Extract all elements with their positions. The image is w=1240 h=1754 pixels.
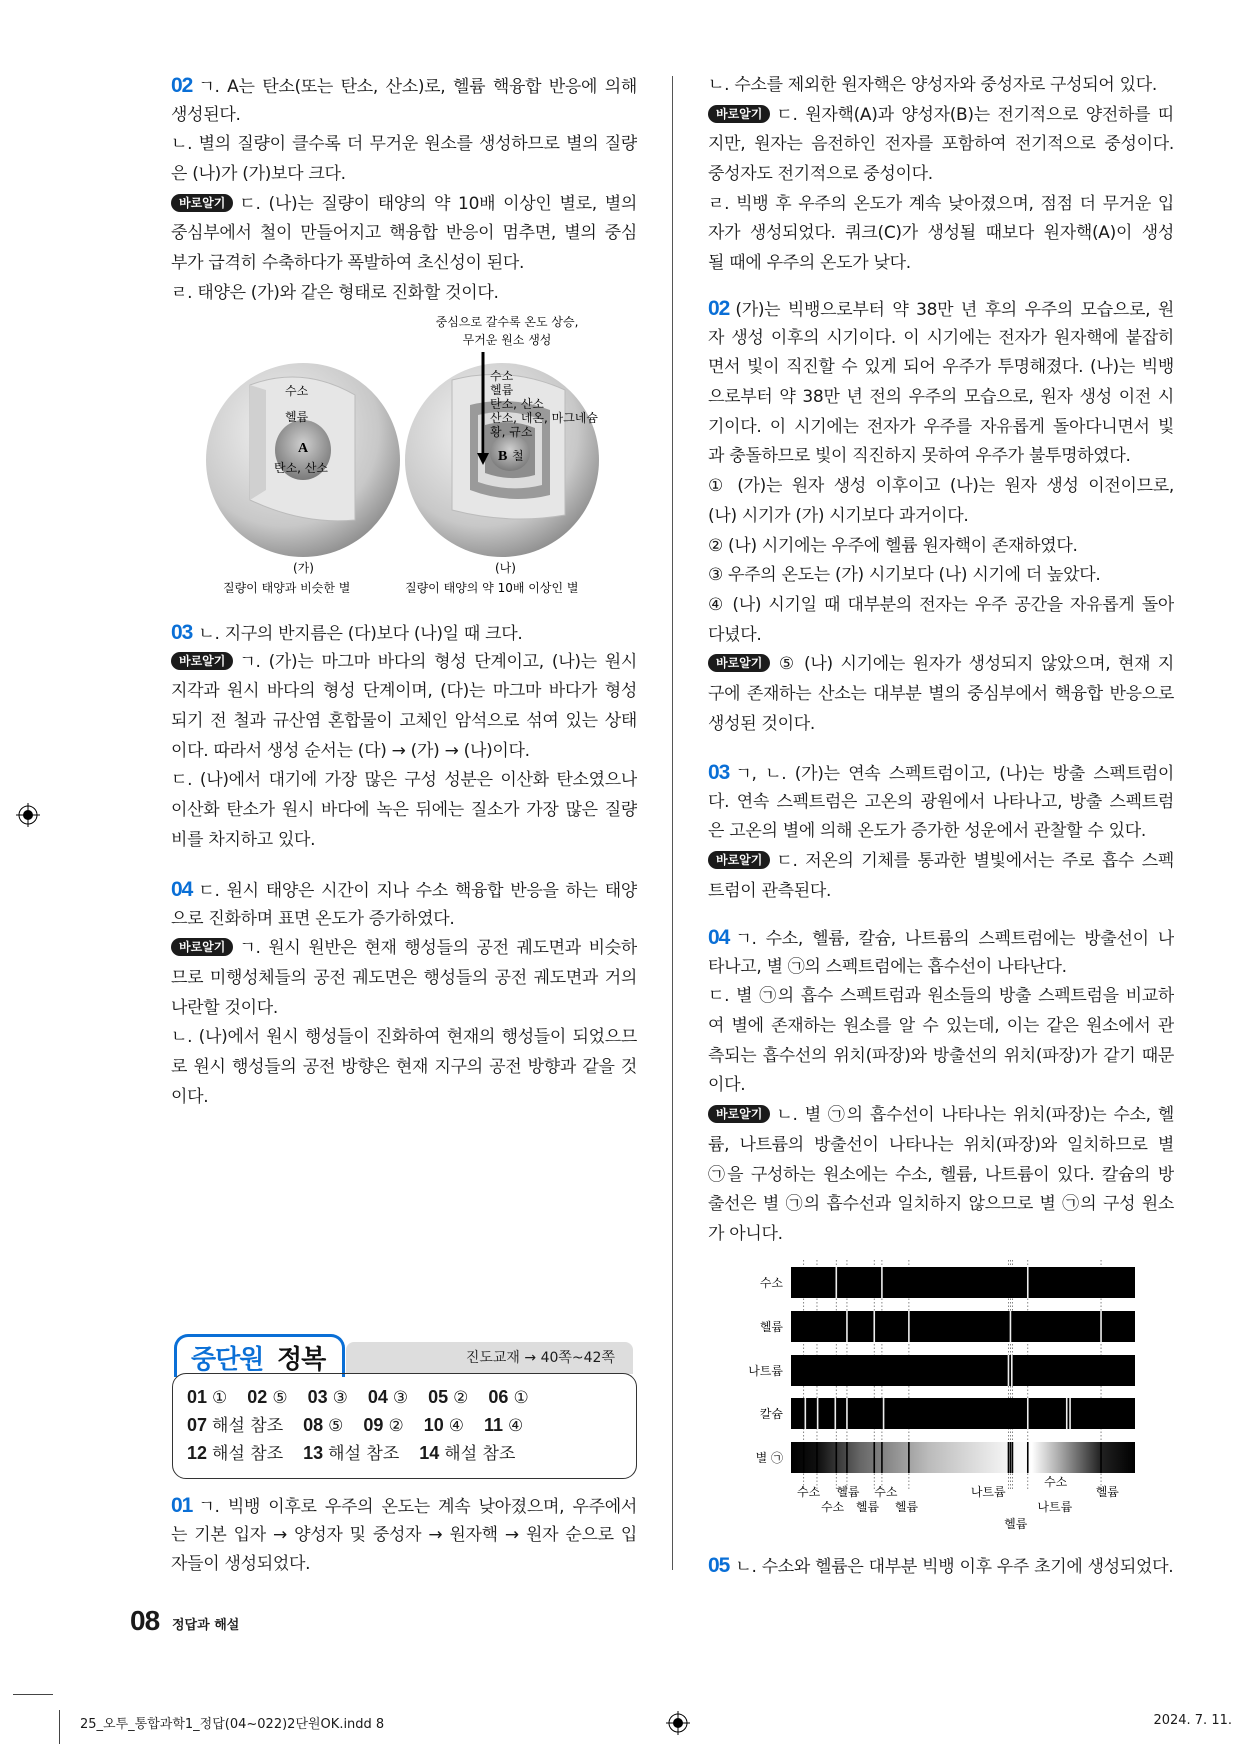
emission-line — [881, 1267, 883, 1298]
line-text: 중성자도 전기적으로 중성이다. — [708, 164, 933, 185]
line-text: 생성된 것이다. — [708, 713, 815, 734]
line-text: 으로 진화하며 표면 온도가 증가하였다. — [171, 908, 455, 929]
line-text: 자 생성 이후의 시기이다. 이 시기에는 전자가 원자핵에 붙잡히 — [708, 327, 1174, 348]
text-line — [708, 101, 1174, 131]
answer-01-continued — [708, 71, 1174, 279]
mid-unit-title-blue: 중단원 — [191, 1345, 264, 1375]
svg-text:탄소, 산소: 탄소, 산소 — [490, 397, 544, 411]
absorption-line — [835, 1442, 837, 1473]
text-line — [708, 982, 1174, 1012]
svg-text:헬륨: 헬륨 — [285, 410, 309, 424]
answer-number: 07 — [187, 1415, 208, 1435]
answer-value: ② — [453, 1388, 469, 1408]
line-text: 이다. — [171, 1086, 209, 1107]
answer-value: ④ — [448, 1416, 464, 1436]
answer-value: ① — [212, 1388, 228, 1408]
answer-05-right — [708, 1551, 1174, 1581]
emission-line — [846, 1398, 848, 1429]
text-line — [171, 279, 637, 309]
svg-text:질량이 태양의 약 10배 이상인 별: 질량이 태양의 약 10배 이상인 별 — [405, 581, 579, 595]
mid-unit-answer-box — [172, 1373, 637, 1479]
text-line — [708, 650, 1174, 680]
line-text: 자들이 생성되었다. — [171, 1554, 311, 1575]
svg-text:산소, 네온, 마그네슘: 산소, 네온, 마그네슘 — [490, 411, 598, 425]
text-line — [708, 353, 1174, 383]
line-text: 지만, 원자는 음전하인 전자를 포함하여 전기적으로 중성이다. — [708, 134, 1174, 155]
text-line — [171, 130, 637, 160]
text-line — [708, 710, 1174, 740]
text-line — [171, 1023, 637, 1053]
spectrum-line-label: 헬륨 — [1095, 1485, 1119, 1499]
line-text: 면서 빛이 직진할 수 있게 되어 우주가 투명해졌다. (나)는 빅뱅 — [708, 357, 1174, 378]
text-line — [708, 758, 1174, 788]
page-number: 08 — [130, 1605, 160, 1636]
line-text: 구에 존재하는 산소는 대부분 별의 중심부에서 핵융합 반응으로 — [708, 683, 1174, 704]
answer-value: 해설 참조 — [212, 1416, 284, 1436]
text-line — [708, 1551, 1174, 1581]
absorption-line — [1012, 1442, 1014, 1473]
text-line — [708, 788, 1174, 818]
line-text: ㄴ. 수소를 제외한 원자핵은 양성자와 중성자로 구성되어 있다. — [708, 75, 1157, 95]
text-line — [171, 964, 637, 994]
star-spectrum-bar — [791, 1442, 1135, 1473]
emission-line — [835, 1267, 837, 1298]
text-line — [171, 905, 637, 935]
line-text: (가)는 빅뱅으로부터 약 38만 년 후의 우주의 모습으로, 원 — [735, 300, 1174, 320]
answer-value: 해설 참조 — [212, 1444, 284, 1464]
emission-line — [1008, 1355, 1010, 1386]
text-line — [708, 847, 1174, 877]
answer-item — [428, 1384, 468, 1412]
answer-item — [419, 1440, 515, 1468]
answer-item — [303, 1412, 343, 1440]
mid-unit-title — [174, 1334, 345, 1377]
spectrum-line-label: 헬륨 — [1004, 1517, 1028, 1531]
emission-line — [846, 1311, 848, 1342]
spectrum-line-label: 나트륨 — [970, 1485, 1006, 1499]
text-line — [708, 817, 1174, 847]
line-text: ㄷ. (나)는 질량이 태양의 약 10배 이상인 별로, 별의 — [239, 193, 637, 214]
line-text: 다. 연속 스펙트럼은 고온의 광원에서 나타나고, 방출 스펙트럼 — [708, 791, 1174, 812]
text-line — [171, 677, 637, 707]
absorption-line — [803, 1442, 805, 1473]
answer-number: 01 — [187, 1387, 208, 1407]
svg-text:탄소, 산소: 탄소, 산소 — [274, 461, 328, 475]
correction-badge: 바로알기 — [171, 194, 233, 212]
text-line — [708, 219, 1174, 249]
answer-04-right — [708, 923, 1174, 1250]
answer-number: 12 — [187, 1443, 208, 1463]
line-text: ④ (나) 시기일 때 대부분의 전자는 우주 공간을 자유롭게 돌아 — [708, 594, 1174, 615]
answer-value: ⑤ — [328, 1416, 344, 1436]
text-line — [171, 71, 637, 101]
line-text: 되기 전 철과 규산염 혼합물이 고체인 암석으로 섞여 있는 상태 — [171, 711, 637, 732]
answer-number: 06 — [488, 1387, 509, 1407]
line-text: 므로 미행성체들의 공전 궤도면은 행성들의 공전 궤도면과 거의 — [171, 968, 637, 989]
text-line — [171, 796, 637, 826]
line-text: 지각과 원시 바다의 형성 단계이며, (다)는 마그마 바다가 형성 — [171, 681, 637, 702]
text-line — [708, 383, 1174, 413]
answer-item — [187, 1412, 283, 1440]
line-text: 는 기본 입자 → 양성자 및 중성자 → 원자핵 → 원자 순으로 입 — [171, 1524, 637, 1545]
emission-line — [1027, 1267, 1029, 1298]
correction-badge: 바로알기 — [708, 1105, 770, 1123]
text-line — [171, 826, 637, 856]
answer-number: 04 — [367, 1387, 388, 1407]
text-line — [708, 923, 1174, 953]
line-text: 비를 차지하고 있다. — [171, 829, 316, 850]
text-line — [708, 442, 1174, 472]
line-text: ㄷ. 별 ㉠의 흡수 스펙트럼과 원소들의 방출 스펙트럼을 비교하 — [708, 986, 1174, 1007]
question-number: 02 — [708, 297, 730, 320]
text-line — [708, 1042, 1174, 1072]
spectrum-line-label: 헬륨 — [836, 1485, 860, 1499]
line-text: ㉠을 구성하는 원소에는 수소, 헬륨, 나트륨이 있다. 칼슘의 방 — [708, 1164, 1174, 1185]
line-text: 은 (나)가 (가)보다 크다. — [171, 164, 346, 185]
print-date: 2024. 7. 11. — [1153, 1713, 1232, 1728]
text-line — [171, 190, 637, 220]
question-number: 05 — [708, 1554, 730, 1577]
text-line — [708, 130, 1174, 160]
registration-mark-icon — [666, 1711, 690, 1735]
line-text: ① (가)는 원자 생성 이후이고 (나)는 원자 생성 이전이므로, — [708, 476, 1174, 497]
line-text: ㄴ. 별의 질량이 클수록 더 무거운 원소를 생성하므로 별의 질량 — [171, 134, 637, 155]
line-text: 륨, 나트륨의 방출선이 나타나는 위치(파장)와 일치하므로 별 — [708, 1134, 1174, 1155]
text-line — [708, 249, 1174, 279]
text-line — [708, 561, 1174, 591]
crop-mark — [13, 1694, 53, 1695]
answer-item — [424, 1412, 464, 1440]
emission-spectrum-bar — [791, 1311, 1135, 1342]
text-line — [171, 1053, 637, 1083]
text-line — [708, 160, 1174, 190]
svg-text:철: 철 — [512, 449, 524, 463]
answer-item — [484, 1412, 523, 1440]
answer-03-left — [171, 618, 637, 856]
column-divider — [672, 76, 673, 1570]
emission-line — [1066, 1398, 1068, 1429]
answer-03-right — [708, 758, 1174, 906]
line-text: 기이다. 이 시기에는 전자가 우주를 자유롭게 돌아다니면서 빛 — [708, 416, 1174, 437]
answer-value: ① — [513, 1388, 529, 1408]
spectrum-line-label: 나트륨 — [1037, 1500, 1073, 1514]
text-line — [708, 1101, 1174, 1131]
line-text: 출선은 별 ㉠의 흡수선과 일치하지 않으므로 별 ㉠의 구성 원소 — [708, 1194, 1174, 1215]
line-text: ㄱ. 원시 원반은 현재 행성들의 공전 궤도면과 비슷하 — [239, 938, 637, 959]
emission-line — [1010, 1311, 1012, 1342]
absorption-line — [881, 1442, 883, 1473]
text-line — [708, 877, 1174, 907]
line-text: ㄴ. 별 ㉠의 흡수선이 나타나는 위치(파장)는 수소, 헬 — [776, 1105, 1174, 1126]
svg-text:무거운 원소 생성: 무거운 원소 생성 — [462, 333, 552, 347]
spectrum-row-label: 칼슘 — [759, 1407, 783, 1421]
spectrum-line-label: 수소 — [796, 1485, 821, 1499]
emission-spectrum-bar — [791, 1267, 1135, 1298]
answer-number: 14 — [419, 1443, 440, 1463]
section-title: 정답과 해설 — [172, 1618, 240, 1633]
line-text: ㄱ. (가)는 마그마 바다의 형성 단계이고, (나)는 원시 — [239, 651, 637, 672]
spectrum-line-label: 수소 — [1044, 1475, 1068, 1489]
svg-text:질량이 태양과 비슷한 별: 질량이 태양과 비슷한 별 — [223, 581, 351, 595]
text-line — [708, 71, 1174, 101]
text-line — [171, 1491, 637, 1521]
spectrum-comparison-figure — [730, 1250, 1160, 1540]
answer-number: 02 — [247, 1387, 268, 1407]
line-text: ㄴ. 지구의 반지름은 (다)보다 (나)일 때 크다. — [198, 624, 523, 644]
answer-item — [308, 1384, 348, 1412]
registration-mark-icon — [16, 803, 40, 827]
text-line — [171, 994, 637, 1024]
absorption-line — [1010, 1442, 1012, 1473]
emission-line — [817, 1398, 819, 1429]
line-text: ③ 우주의 온도는 (가) 시기보다 (나) 시기에 더 높았다. — [708, 565, 1101, 586]
emission-line — [834, 1398, 836, 1429]
text-line — [171, 249, 637, 279]
spectrum-line-label: 수소 — [874, 1485, 898, 1499]
svg-text:B: B — [498, 449, 508, 464]
line-text: ㄱ, ㄴ. (가)는 연속 스펙트럼이고, (나)는 방출 스펙트럼이 — [735, 764, 1174, 784]
absorption-line — [1027, 1442, 1029, 1473]
absorption-line — [846, 1442, 848, 1473]
text-line — [708, 413, 1174, 443]
line-text: 으로부터 약 38만 년 전의 우주의 모습으로, 원자 생성 이전 시 — [708, 387, 1174, 408]
spectrum-line-label: 수소 — [820, 1500, 845, 1514]
correction-badge: 바로알기 — [708, 105, 770, 123]
line-text: 여 별에 존재하는 원소를 알 수 있는데, 이는 같은 원소에서 관 — [708, 1016, 1174, 1037]
line-text: 은 고온의 별에 의해 온도가 증가한 성운에서 관찰할 수 있다. — [708, 821, 1146, 842]
spectrum-row-label: 나트륨 — [748, 1364, 783, 1378]
text-line — [708, 294, 1174, 324]
question-number: 04 — [708, 926, 730, 949]
text-line — [708, 1012, 1174, 1042]
answer-number: 13 — [303, 1443, 324, 1463]
answer-number: 11 — [483, 1415, 503, 1435]
answer-item — [488, 1384, 528, 1412]
text-line — [171, 934, 637, 964]
star-structure-diagram — [190, 310, 650, 600]
absorption-line — [873, 1442, 875, 1473]
text-line — [171, 1083, 637, 1113]
line-text: ② (나) 시기에는 우주에 헬륨 원자핵이 존재하였다. — [708, 535, 1078, 556]
svg-text:(나): (나) — [495, 561, 516, 575]
line-text: ㄱ. A는 탄소(또는 탄소, 산소)로, 헬륨 핵융합 반응에 의해 — [198, 77, 637, 97]
mid-unit-reference: 진도교재 → 40쪽~42쪽 — [346, 1342, 633, 1374]
line-text: 중심부에서 철이 만들어지고 핵융합 반응이 멈추면, 별의 중심 — [171, 223, 637, 244]
answer-02-right — [708, 294, 1174, 739]
question-number: 03 — [708, 761, 730, 784]
correction-badge: 바로알기 — [171, 652, 233, 670]
emission-line — [805, 1398, 807, 1429]
line-text: 될 때에 우주의 온도가 낮다. — [708, 253, 911, 274]
text-line — [708, 1131, 1174, 1161]
answer-number: 10 — [423, 1415, 444, 1435]
svg-text:중심으로 갈수록 온도 상승,: 중심으로 갈수록 온도 상승, — [435, 315, 579, 329]
text-line — [171, 219, 637, 249]
line-text: 로 원시 행성들의 공전 방향은 현재 지구의 공전 방향과 같을 것 — [171, 1057, 637, 1078]
correction-badge: 바로알기 — [708, 654, 770, 672]
text-line — [708, 1220, 1174, 1250]
spectrum-line-label: 헬륨 — [855, 1500, 880, 1514]
line-text: ⑤ (나) 시기에는 원자가 생성되지 않았으며, 현재 지 — [776, 654, 1174, 675]
text-line — [708, 532, 1174, 562]
answer-value: ② — [388, 1416, 404, 1436]
answer-item — [368, 1384, 408, 1412]
emission-line — [908, 1311, 910, 1342]
line-text: 이다. 따라서 생성 순서는 (다) → (가) → (나)이다. — [171, 740, 530, 761]
line-text: 과 충돌하므로 빛이 직진하지 못하여 우주가 불투명하였다. — [708, 446, 1131, 467]
answer-item — [247, 1384, 287, 1412]
question-number: 04 — [171, 878, 193, 901]
answer-item — [363, 1412, 403, 1440]
emission-line — [873, 1311, 875, 1342]
text-line — [171, 737, 637, 767]
emission-line — [1100, 1311, 1102, 1342]
line-text: ㄹ. 태양은 (가)와 같은 형태로 진화할 것이다. — [171, 282, 499, 303]
spectrum-row-label: 별 ㉠ — [755, 1451, 783, 1465]
absorption-line — [1100, 1442, 1102, 1473]
absorption-line — [1008, 1442, 1010, 1473]
line-text: (나) 시기가 (가) 시기보다 과거이다. — [708, 505, 969, 526]
text-line — [171, 875, 637, 905]
line-text: 생성된다. — [171, 104, 241, 125]
answer-value: 해설 참조 — [328, 1444, 400, 1464]
text-line — [171, 766, 637, 796]
file-name: 25_오투_통합과학1_정답(04~022)2단원OK.indd 8 — [80, 1717, 385, 1732]
emission-spectrum-bar — [791, 1398, 1135, 1429]
spectrum-row-label: 수소 — [759, 1276, 783, 1290]
svg-text:A: A — [298, 441, 309, 456]
answer-number: 05 — [428, 1387, 449, 1407]
answer-number: 03 — [307, 1387, 328, 1407]
text-line — [708, 1190, 1174, 1220]
star-a — [206, 363, 400, 595]
crop-mark — [59, 1710, 60, 1744]
svg-text:황, 규소: 황, 규소 — [490, 425, 533, 439]
text-line — [171, 707, 637, 737]
text-line — [708, 1071, 1174, 1101]
emission-line — [883, 1398, 885, 1429]
text-line — [708, 621, 1174, 651]
line-text: 다녔다. — [708, 624, 762, 645]
spectrum-row-label: 헬륨 — [759, 1320, 783, 1334]
line-text: ㄱ. 빅뱅 이후로 우주의 온도는 계속 낮아졌으며, 우주에서 — [198, 1497, 637, 1517]
line-text: ㄹ. 빅뱅 후 우주의 온도가 계속 낮아졌으며, 점점 더 무거운 입 — [708, 193, 1174, 214]
text-line — [708, 324, 1174, 354]
answer-value: ⑤ — [272, 1388, 288, 1408]
answer-01-midunit — [171, 1491, 637, 1580]
svg-text:수소: 수소 — [490, 369, 514, 383]
star-b — [405, 363, 599, 595]
answer-value: 해설 참조 — [444, 1444, 516, 1464]
line-text: 나란할 것이다. — [171, 997, 278, 1018]
line-text: ㄴ. 수소와 헬륨은 대부분 빅뱅 이후 우주 초기에 생성되었다. — [735, 1557, 1174, 1577]
line-text: ㄴ. (나)에서 원시 행성들이 진화하여 현재의 행성들이 되었으므 — [171, 1027, 637, 1048]
text-line — [708, 472, 1174, 502]
line-text: ㄷ. (나)에서 대기에 가장 많은 구성 성분은 이산화 탄소였으나 — [171, 770, 637, 791]
absorption-line — [816, 1442, 818, 1473]
svg-text:수소: 수소 — [285, 384, 309, 398]
text-line — [708, 190, 1174, 220]
text-line — [708, 591, 1174, 621]
line-text: ㄷ. 원시 태양은 시간이 지나 수소 핵융합 반응을 하는 태양 — [198, 881, 637, 901]
emission-spectrum-bar — [791, 1355, 1135, 1386]
line-text: 가 아니다. — [708, 1223, 783, 1244]
line-text: 트럼이 관측된다. — [708, 880, 832, 901]
line-text: 측되는 흡수선의 위치(파장)와 방출선의 위치(파장)가 같기 때문 — [708, 1045, 1174, 1066]
text-line — [171, 101, 637, 131]
text-line — [171, 618, 637, 648]
answer-item — [187, 1440, 283, 1468]
correction-badge: 바로알기 — [171, 938, 233, 956]
answer-02-left — [171, 71, 637, 309]
text-line — [171, 1550, 637, 1580]
mid-unit-title-black: 정복 — [277, 1345, 326, 1375]
spectrum-line-label: 헬륨 — [894, 1500, 919, 1514]
svg-text:(가): (가) — [293, 561, 314, 575]
text-line — [708, 1161, 1174, 1191]
text-line — [171, 160, 637, 190]
text-line — [171, 1521, 637, 1551]
text-line — [708, 680, 1174, 710]
line-text: 부가 급격히 수축하다가 폭발하여 초신성이 된다. — [171, 253, 525, 274]
answer-value: ③ — [392, 1388, 409, 1408]
question-number: 03 — [171, 621, 193, 644]
question-number: 02 — [171, 74, 193, 97]
svg-text:헬륨: 헬륨 — [490, 383, 514, 397]
line-text: ㄷ. 원자핵(A)과 양성자(B)는 전기적으로 양전하를 띠 — [776, 104, 1174, 125]
correction-badge: 바로알기 — [708, 851, 770, 869]
line-text: ㄷ. 저온의 기체를 통과한 별빛에서는 주로 흡수 스펙 — [776, 851, 1174, 872]
emission-line — [1069, 1398, 1071, 1429]
answer-number: 08 — [303, 1415, 324, 1435]
answer-number: 09 — [363, 1415, 384, 1435]
text-line — [171, 648, 637, 678]
absorption-line — [908, 1442, 910, 1473]
text-line — [708, 502, 1174, 532]
line-text: 타나고, 별 ㉠의 스펙트럼에는 흡수선이 나타난다. — [708, 956, 1067, 977]
line-text: 이다. — [708, 1075, 746, 1096]
line-text: 이산화 탄소가 원시 바다에 녹은 뒤에는 질소가 가장 많은 질량 — [171, 800, 637, 821]
answer-item — [187, 1384, 227, 1412]
emission-line — [1027, 1398, 1029, 1429]
emission-line — [1011, 1355, 1013, 1386]
answer-value: ③ — [332, 1388, 348, 1408]
answer-item — [303, 1440, 399, 1468]
line-text: ㄱ. 수소, 헬륨, 칼슘, 나트륨의 스펙트럼에는 방출선이 나 — [735, 929, 1174, 949]
answer-04-left — [171, 875, 637, 1113]
text-line — [708, 953, 1174, 983]
answer-value: ④ — [508, 1416, 524, 1436]
question-number: 01 — [171, 1494, 193, 1517]
line-text: 자가 생성되었다. 쿼크(C)가 생성될 때보다 원자핵(A)이 생성 — [708, 223, 1174, 244]
